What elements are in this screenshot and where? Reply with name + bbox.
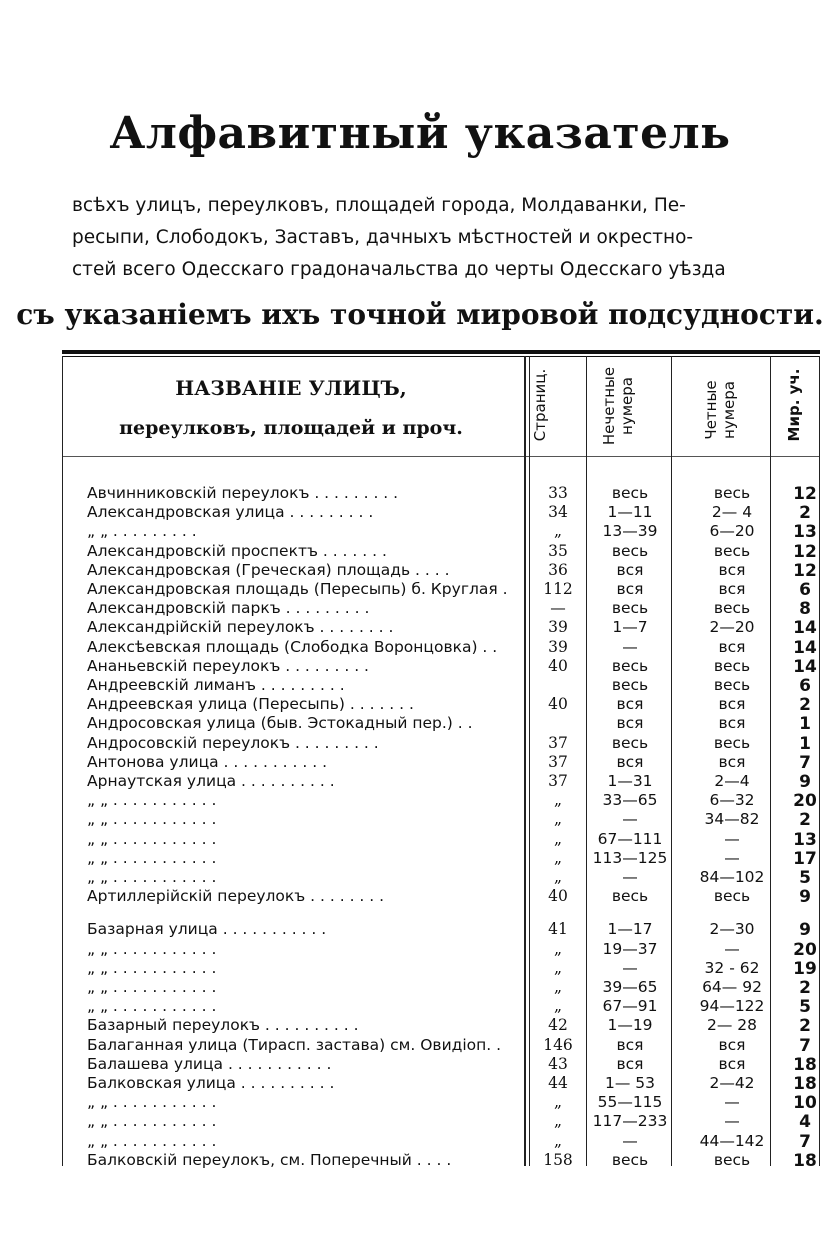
table-row (0, 753, 840, 773)
cell-even: вся (718, 1054, 746, 1073)
cell-page: „ (553, 958, 563, 977)
cell-uch: 17 (793, 848, 817, 869)
cell-page: 112 (543, 580, 573, 598)
table-row (0, 1036, 840, 1056)
cell-uch: 9 (799, 772, 811, 792)
cell-page: „ (553, 868, 563, 886)
cell-name: Балковскій переулокъ, см. Поперечный . . . . (87, 1150, 452, 1169)
cell-page: 36 (548, 560, 568, 579)
cell-page: 35 (548, 541, 568, 560)
cell-even: вся (718, 1035, 746, 1054)
cell-name: „ „ . . . . . . . . . . . (87, 1112, 217, 1131)
cell-odd: весь (611, 1150, 649, 1169)
table-row (0, 638, 840, 658)
table-row (0, 868, 840, 888)
cell-name: Балашева улица . . . . . . . . . . . (87, 1054, 332, 1073)
cell-page: 37 (548, 772, 568, 790)
cell-even: 2— 28 (706, 1016, 757, 1035)
cell-page: „ (553, 791, 563, 810)
cell-name: „ „ . . . . . . . . . . . (87, 791, 217, 810)
cell-odd: 1—11 (607, 503, 653, 522)
cell-name: Александрійскій переулокъ . . . . . . . . (87, 618, 394, 637)
cell-page: „ (553, 1093, 563, 1112)
cell-page: 37 (548, 733, 568, 752)
cell-uch: 20 (793, 939, 817, 960)
table-row (0, 599, 840, 619)
cell-odd: — (622, 1131, 638, 1150)
cell-name: „ „ . . . . . . . . . . . (87, 939, 217, 958)
table-row (0, 791, 840, 811)
page-title: Алфавитный указатель (109, 108, 731, 159)
cell-uch: 5 (799, 997, 811, 1018)
subtitle (72, 190, 812, 286)
cell-even: вся (718, 637, 746, 656)
cell-uch: 12 (793, 484, 817, 504)
cell-uch: 19 (793, 958, 817, 979)
cell-uch: 5 (799, 868, 811, 888)
cell-even: вся (718, 714, 746, 733)
cell-even: весь (713, 676, 751, 694)
table-row (0, 1074, 840, 1094)
cell-even: 2—30 (709, 920, 755, 939)
cell-page: 40 (548, 887, 568, 906)
cell-odd: вся (616, 580, 644, 598)
table-row (0, 618, 840, 638)
table-row (0, 522, 840, 542)
cell-odd: 113—125 (592, 848, 668, 867)
cell-odd: вся (616, 560, 644, 579)
cell-page: „ (553, 848, 563, 867)
cell-page: 43 (548, 1054, 568, 1073)
subtitle-line: ресыпи, Слободокъ, Заставъ, дачныхъ мѣстностей и окрестно- (72, 227, 694, 248)
cell-even: вся (718, 752, 746, 771)
cell-name: „ „ . . . . . . . . . . . (87, 829, 217, 848)
cell-page: 34 (548, 503, 568, 522)
cell-page: „ (553, 1112, 563, 1131)
cell-even: 64— 92 (702, 978, 762, 996)
cell-even: 94—122 (699, 997, 765, 1016)
table-row (0, 772, 840, 792)
cell-uch: 14 (793, 656, 817, 677)
cell-page: 33 (548, 484, 568, 502)
cell-odd: 117—233 (592, 1112, 668, 1131)
table-row (0, 959, 840, 979)
cell-even: — (724, 848, 740, 867)
cell-odd: 1—19 (607, 1016, 653, 1035)
cell-odd: 1—17 (607, 920, 653, 939)
cell-odd: весь (611, 484, 649, 502)
cell-odd: вся (616, 1054, 644, 1073)
cell-odd: вся (616, 695, 644, 714)
table-row (0, 714, 840, 734)
cell-odd: весь (611, 733, 649, 752)
cell-page: „ (553, 522, 563, 541)
cell-uch: 14 (793, 637, 817, 658)
table-row (0, 887, 840, 907)
cell-page: 40 (548, 656, 568, 675)
cell-name: Ананьевскій переулокъ . . . . . . . . . (87, 656, 369, 675)
cell-name: Арнаутская улица . . . . . . . . . . (87, 772, 335, 790)
cell-page: „ (553, 939, 563, 958)
cell-uch: 2 (799, 695, 811, 716)
cell-name: Артиллерійскій переулокъ . . . . . . . . (87, 887, 385, 906)
cell-uch: 10 (793, 1093, 817, 1114)
cell-name: Балковская улица . . . . . . . . . . (87, 1074, 335, 1092)
cell-uch: 20 (793, 791, 817, 812)
cell-even: вся (718, 580, 746, 598)
cell-name: „ „ . . . . . . . . . . . (87, 1093, 217, 1112)
cell-uch: 2 (799, 978, 811, 998)
table-row (0, 580, 840, 600)
cell-page: „ (553, 997, 563, 1016)
cell-uch: 1 (799, 714, 811, 735)
table-row (0, 695, 840, 715)
table-row (0, 1016, 840, 1036)
cell-page: 146 (543, 1035, 573, 1054)
cell-odd: весь (611, 599, 649, 618)
column-header-even (702, 362, 738, 458)
table-row (0, 1112, 840, 1132)
table-row (0, 484, 840, 504)
cell-name: Алексѣевская площадь (Слободка Воронцовка) . . (87, 637, 498, 656)
cell-name: Авчинниковскій переулокъ . . . . . . . . . (87, 484, 399, 502)
table-row (0, 657, 840, 677)
cell-even: весь (713, 484, 751, 502)
cell-name: Александровская площадь (Пересыпь) б. Круглая . (87, 580, 508, 598)
cell-page: „ (553, 1131, 563, 1150)
cell-even: весь (713, 656, 751, 675)
cell-even: вся (718, 695, 746, 714)
cell-even: 6—20 (709, 522, 755, 541)
cell-odd: 33—65 (602, 791, 658, 810)
table-row (0, 561, 840, 581)
cell-page: „ (553, 829, 563, 848)
column-header-odd-line2: нумера (618, 377, 636, 435)
cell-uch: 12 (793, 560, 817, 581)
cell-uch: 7 (799, 1131, 811, 1152)
cell-odd: весь (611, 656, 649, 675)
cell-name: Андросовская улица (быв. Эстокадный пер.) . . (87, 714, 473, 733)
cell-uch: 7 (799, 752, 811, 773)
cell-uch: 13 (793, 829, 817, 850)
cell-even: весь (713, 887, 751, 906)
cell-uch: 2 (799, 503, 811, 524)
cell-even: 32 - 62 (704, 958, 760, 977)
cell-uch: 9 (799, 920, 811, 941)
cell-odd: 1— 53 (604, 1074, 655, 1092)
cell-name: „ „ . . . . . . . . . . . (87, 848, 217, 867)
table-row (0, 940, 840, 960)
table-top-rule-thin (62, 356, 820, 357)
cell-name: „ „ . . . . . . . . . . . (87, 978, 217, 996)
cell-uch: 18 (793, 1054, 817, 1075)
table-row (0, 734, 840, 754)
column-header-even-line2: нумера (720, 381, 738, 439)
cell-uch: 12 (793, 541, 817, 562)
cell-name: „ „ . . . . . . . . . . . (87, 958, 217, 977)
cell-name: Александровскій паркъ . . . . . . . . . (87, 599, 370, 618)
cell-even: — (724, 829, 740, 848)
column-header-odd-line1: Нечетные (600, 366, 618, 446)
table-row (0, 1151, 840, 1171)
table-row (0, 542, 840, 562)
cell-even: 2—20 (709, 618, 755, 637)
cell-name: Базарная улица . . . . . . . . . . . (87, 920, 327, 939)
table-row (0, 676, 840, 696)
table-row (0, 997, 840, 1017)
cell-name: Андросовскій переулокъ . . . . . . . . . (87, 733, 379, 752)
column-header-name (64, 368, 518, 448)
cell-uch: 1 (799, 733, 811, 754)
cell-even: 34—82 (704, 810, 760, 829)
cell-uch: 4 (799, 1112, 811, 1133)
table-row (0, 920, 840, 940)
column-header-page: Страниц. (531, 368, 549, 442)
cell-page: — (550, 599, 566, 618)
cell-odd: вся (616, 1035, 644, 1054)
cell-odd: 55—115 (597, 1093, 663, 1112)
cell-uch: 9 (799, 887, 811, 908)
cell-even: 84—102 (699, 868, 765, 886)
cell-name: Александровская улица . . . . . . . . . (87, 503, 374, 522)
cell-odd: весь (611, 887, 649, 906)
table-top-rule (62, 350, 820, 354)
cell-odd: весь (611, 676, 649, 694)
cell-uch: 18 (793, 1150, 817, 1171)
cell-odd: — (622, 868, 638, 886)
cell-page: 39 (548, 637, 568, 656)
cell-odd: — (622, 637, 638, 656)
cell-page: 42 (548, 1016, 568, 1035)
cell-even: весь (713, 733, 751, 752)
cell-page: 41 (548, 920, 568, 939)
cell-even: — (724, 939, 740, 958)
cell-odd: — (622, 810, 638, 829)
table-row (0, 503, 840, 523)
cell-even: весь (713, 1150, 751, 1169)
cell-name: „ „ . . . . . . . . . . . (87, 868, 217, 886)
cell-uch: 6 (799, 676, 811, 696)
cell-name: „ „ . . . . . . . . . . . (87, 810, 217, 829)
subtitle-emphasis: съ указаніемъ ихъ точной мировой подсудности. (16, 298, 824, 331)
cell-even: — (724, 1112, 740, 1131)
cell-page: 40 (548, 695, 568, 714)
cell-name: Александровскій проспектъ . . . . . . . (87, 541, 387, 560)
cell-odd: 67—91 (602, 997, 658, 1016)
cell-uch: 8 (799, 599, 811, 620)
cell-uch: 14 (793, 618, 817, 639)
cell-odd: 39—65 (602, 978, 658, 996)
table-row (0, 978, 840, 998)
cell-even: вся (718, 560, 746, 579)
cell-odd: 1—7 (612, 618, 648, 637)
cell-name: Александровская (Греческая) площадь . . . . (87, 560, 450, 579)
cell-even: весь (713, 599, 751, 618)
cell-odd: 13—39 (602, 522, 658, 541)
cell-name: „ „ . . . . . . . . . . . (87, 997, 217, 1016)
cell-even: 2— 4 (711, 503, 753, 522)
cell-name: „ „ . . . . . . . . . (87, 522, 197, 541)
cell-odd: вся (616, 714, 644, 733)
cell-odd: — (622, 958, 638, 977)
cell-odd: 19—37 (602, 939, 658, 958)
cell-page: 44 (548, 1074, 568, 1092)
column-header-name-line2: переулковъ, площадей и проч. (119, 417, 463, 439)
cell-odd: вся (616, 752, 644, 771)
column-header-uch: Мир. уч. (785, 368, 803, 442)
table-row (0, 810, 840, 830)
subtitle-line: стей всего Одесскаго градоначальства до черты Одесскаго уѣзда (72, 259, 726, 280)
cell-uch: 18 (793, 1074, 817, 1094)
cell-page: 158 (543, 1150, 573, 1169)
cell-name: Андреевскій лиманъ . . . . . . . . . (87, 676, 345, 694)
column-header-name-line1: НАЗВАНІЕ УЛИЦЪ, (175, 376, 407, 400)
table-row (0, 1093, 840, 1113)
cell-uch: 7 (799, 1035, 811, 1056)
cell-even: 2—42 (709, 1074, 755, 1092)
cell-odd: весь (611, 541, 649, 560)
table-row (0, 1132, 840, 1152)
cell-name: „ „ . . . . . . . . . . . (87, 1131, 217, 1150)
cell-name: Базарный переулокъ . . . . . . . . . . (87, 1016, 359, 1035)
cell-odd: 1—31 (607, 772, 653, 790)
column-header-even-line1: Четные (702, 380, 720, 440)
cell-uch: 13 (793, 522, 817, 543)
cell-page: 39 (548, 618, 568, 637)
cell-uch: 6 (799, 580, 811, 600)
cell-name: Балаганная улица (Тирасп. застава) см. Овидіоп. . (87, 1035, 502, 1054)
subtitle-line: всѣхъ улицъ, переулковъ, площадей города, Молдаванки, Пе- (72, 195, 686, 216)
cell-name: Андреевская улица (Пересыпь) . . . . . . . (87, 695, 414, 714)
table-row (0, 1055, 840, 1075)
cell-name: Антонова улица . . . . . . . . . . . (87, 752, 328, 771)
table-row (0, 849, 840, 869)
cell-even: весь (713, 541, 751, 560)
cell-even: 2—4 (714, 772, 750, 790)
cell-odd: 67—111 (597, 829, 663, 848)
cell-page: 37 (548, 752, 568, 771)
cell-page: „ (553, 978, 563, 996)
cell-uch: 2 (799, 1016, 811, 1037)
cell-uch: 2 (799, 810, 811, 831)
cell-even: — (724, 1093, 740, 1112)
cell-even: 6—32 (709, 791, 755, 810)
cell-even: 44—142 (699, 1131, 765, 1150)
table-row (0, 830, 840, 850)
column-header-odd (600, 356, 636, 456)
cell-page: „ (553, 810, 563, 829)
